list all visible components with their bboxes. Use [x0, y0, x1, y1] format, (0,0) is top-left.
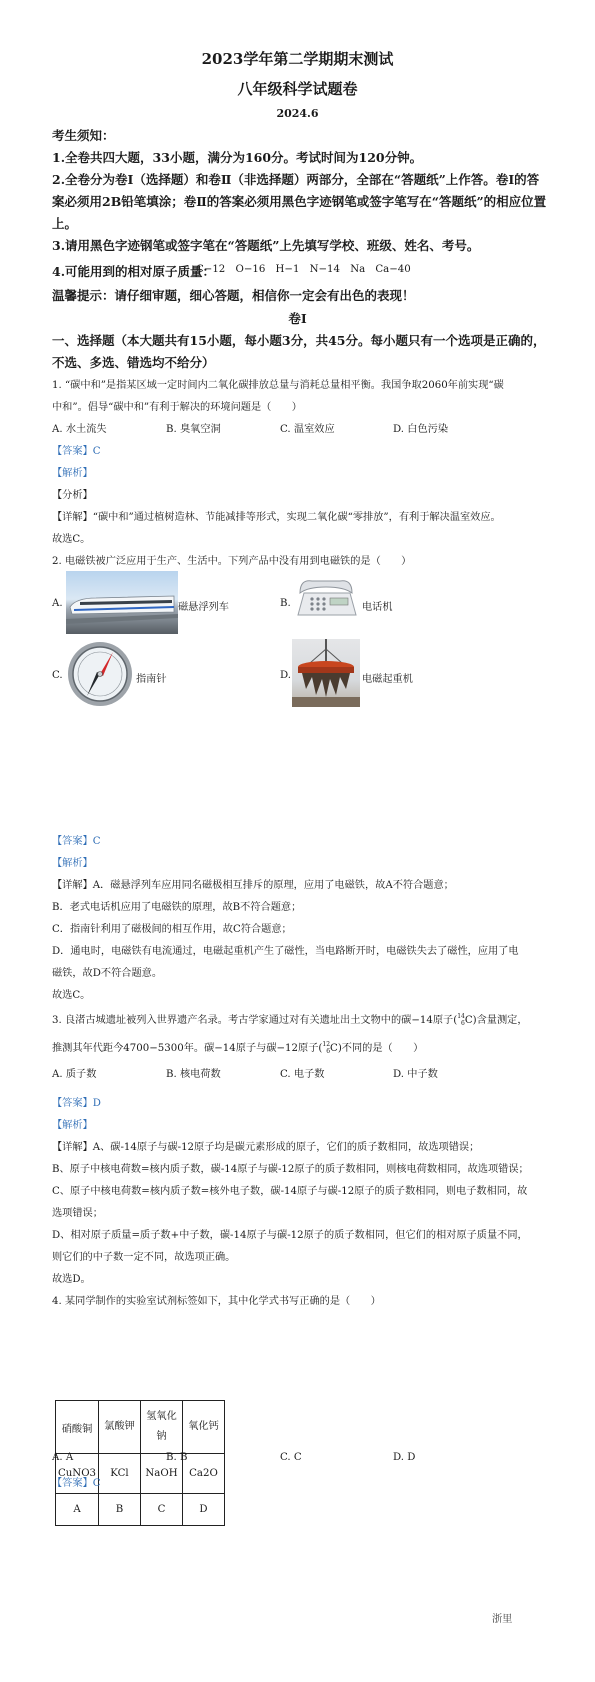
q3-answer: 【答案】D [52, 1098, 101, 1109]
compass-image [66, 639, 134, 709]
q3-stem-part-4: 不同的是（ ） [341, 1043, 424, 1054]
q3-detail-3a: C、原子中核电荷数=核内质子数=核外电子数，碳-14原子与碳-12原子的质子数相同，则电子数相同，故 [52, 1186, 528, 1197]
q2-option-c-letter: C. [52, 670, 63, 681]
q2-option-a-letter: A. [52, 598, 63, 609]
c12-symbol: C [330, 1043, 338, 1054]
label-name-2: 氯酸钾 [99, 1401, 141, 1454]
q2-option-c-text: 指南针 [136, 674, 167, 685]
label-name-3: 氢氧化钠 [141, 1401, 183, 1454]
label-formula-1: CuNO3 [56, 1454, 99, 1494]
q3-option-b: B. 核电荷数 [166, 1069, 221, 1080]
label-name-1: 硝酸铜 [56, 1401, 99, 1454]
q1-option-c: C. 温室效应 [280, 424, 335, 435]
notice-line-1: 1.全卷共四大题，33小题，满分为160分。考试时间为120分钟。 [52, 150, 423, 165]
q1-option-b: B. 臭氧空洞 [166, 424, 221, 435]
q1-conclusion: 故选C。 [52, 534, 91, 545]
section-heading-b: 不选、多选、错选均不给分） [52, 355, 215, 370]
c14-atomic-number: 6 [461, 1020, 465, 1027]
label-letter-c: C [141, 1494, 183, 1526]
q3-stem [52, 1011, 528, 1027]
notice-line-2b: 案必须用2B铅笔填涂；卷Ⅱ的答案必须用黑色字迹钢笔或签字笔写在“答题纸”的相应位置 [52, 194, 547, 209]
q2-detail-4b: 磁铁，故D不符合题意。 [52, 968, 163, 979]
label-formula-2: KCl [99, 1454, 141, 1494]
isotope-c12: (12 6C) [318, 1041, 342, 1055]
notice-heading: 考生须知： [52, 128, 115, 143]
exam-title: 2023学年第二学期期末测试 [201, 50, 394, 68]
telephone-image [292, 571, 360, 634]
label-letter-b: B [99, 1494, 141, 1526]
q3-option-a: A. 质子数 [52, 1069, 97, 1080]
volume-title: 卷Ⅰ [288, 311, 307, 326]
notice-line-2c: 上。 [52, 216, 78, 231]
q1-option-d: D. 白色污染 [393, 424, 449, 435]
q4-option-d: D. D [393, 1452, 416, 1463]
q2-option-b-text: 电话机 [362, 602, 393, 613]
q2-jiexi: 【解析】 [52, 858, 93, 869]
q3-stem-line-2 [52, 1039, 423, 1055]
footer-region: 浙里 [492, 1614, 513, 1625]
notice-line-4-label: 4.可能用到的相对原子质量： [52, 264, 216, 279]
q3-stem-part-2: 含量测定， [476, 1015, 528, 1026]
q2-option-b-letter: B. [280, 598, 291, 609]
c12-mass-number: 12 [322, 1041, 331, 1048]
q3-option-c: C. 电子数 [280, 1069, 325, 1080]
atomic-masses: C−12 O−16 H−1 N−14 Na Ca−40 [196, 264, 411, 275]
q2-detail-2: B．老式电话机应用了电磁铁的原理，故B不符合题意； [52, 902, 302, 913]
q1-jiexi: 【解析】 [52, 468, 93, 479]
q2-detail-3: C．指南针利用了磁极间的相互作用，故C符合题意； [52, 924, 292, 935]
q4-option-b: B. B [166, 1452, 188, 1463]
notice-line-2a: 2.全卷分为卷Ⅰ（选择题）和卷Ⅱ（非选择题）两部分，全部在“答题纸”上作答。卷Ⅰ的答 [52, 172, 540, 187]
q1-stem-a: 1. “碳中和”是指某区域一定时间内二氧化碳排放总量与消耗总量相平衡。我国争取2060年前实现“碳 [52, 380, 504, 391]
q2-answer: 【答案】C [52, 836, 101, 847]
label-letter-a: A [56, 1494, 99, 1526]
exam-subtitle: 八年级科学试题卷 [237, 80, 358, 98]
q1-fenxi: 【分析】 [52, 490, 93, 501]
q2-detail-4a: D．通电时，电磁铁有电流通过，电磁起重机产生了磁性，当电路断开时，电磁铁失去了磁性，应用了电 [52, 946, 519, 957]
q3-detail-4a: D、相对原子质量=质子数+中子数，碳-14原子与碳-12原子的质子数相同，但它们的相对原子质量不同， [52, 1230, 528, 1241]
q3-detail-1: 【详解】A、碳-14原子与碳-12原子均是碳元素形成的原子，它们的质子数相同，故选项错误； [52, 1142, 480, 1153]
q2-detail-1: 【详解】A．磁悬浮列车应用同名磁极相互排斥的原理，应用了电磁铁，故A不符合题意； [52, 880, 454, 891]
isotope-c14: (14 6C) [453, 1013, 477, 1027]
q3-detail-2: B、原子中核电荷数=核内质子数，碳-14原子与碳-12原子的质子数相同，则核电荷数相同，故选项错误； [52, 1164, 529, 1175]
q3-jiexi: 【解析】 [52, 1120, 93, 1131]
maglev-train-image [66, 571, 178, 634]
q2-stem: 2. 电磁铁被广泛应用于生产、生活中。下列产品中没有用到电磁铁的是（ ） [52, 556, 412, 567]
q3-detail-4b: 则它们的中子数一定不同，故选项正确。 [52, 1252, 236, 1263]
q4-option-c: C. C [280, 1452, 302, 1463]
reagent-label-table [55, 1400, 225, 1526]
q4-answer: 【答案】C [52, 1478, 101, 1489]
q3-conclusion: 故选D。 [52, 1274, 91, 1285]
q2-option-a-text: 磁悬浮列车 [178, 602, 229, 613]
c14-mass-number: 14 [457, 1013, 465, 1020]
q3-stem-part-3: 推测其年代距今4700−5300年。碳−14原子与碳−12原子 [52, 1043, 319, 1054]
q2-option-d-text: 电磁起重机 [362, 674, 413, 685]
q3-stem-part-1: 3. 良渚古城遗址被列入世界遗产名录。考古学家通过对有关遗址出土文物中的碳−14原子 [52, 1015, 454, 1026]
notice-line-3: 3.请用黑色字迹钢笔或签字笔在“答题纸”上先填写学校、班级、姓名、考号。 [52, 238, 480, 253]
c14-symbol: C [464, 1015, 473, 1026]
label-formula-3: NaOH [141, 1454, 183, 1494]
q1-stem-b: 中和”。倡导“碳中和”有利于解决的环境问题是（ ） [52, 402, 302, 413]
label-name-4: 氧化钙 [183, 1401, 225, 1454]
label-formula-4: Ca2O [183, 1454, 225, 1494]
c12-atomic-number: 6 [326, 1048, 331, 1055]
q4-option-a: A. A [52, 1452, 74, 1463]
notice-tip: 温馨提示：请仔细审题，细心答题，相信你一定会有出色的表现！ [52, 288, 415, 303]
label-letter-d: D [183, 1494, 225, 1526]
q1-detail: 【详解】“碳中和”通过植树造林、节能减排等形式，实现二氧化碳“零排放”，有利于解决温室效应。 [52, 512, 501, 523]
q3-option-d: D. 中子数 [393, 1069, 438, 1080]
exam-date: 2024.6 [276, 107, 319, 120]
q2-option-d-letter: D. [280, 670, 292, 681]
electromagnetic-crane-image [292, 639, 360, 707]
q1-option-a: A. 水土流失 [52, 424, 107, 435]
q4-stem: 4. 某同学制作的实验室试剂标签如下，其中化学式书写正确的是（ ） [52, 1296, 381, 1307]
section-heading-a: 一、选择题（本大题共有15小题，每小题3分，共45分。每小题只有一个选项是正确的， [52, 333, 546, 348]
q1-answer: 【答案】C [52, 446, 101, 457]
q3-detail-3b: 选项错误； [52, 1208, 103, 1219]
q2-conclusion: 故选C。 [52, 990, 91, 1001]
